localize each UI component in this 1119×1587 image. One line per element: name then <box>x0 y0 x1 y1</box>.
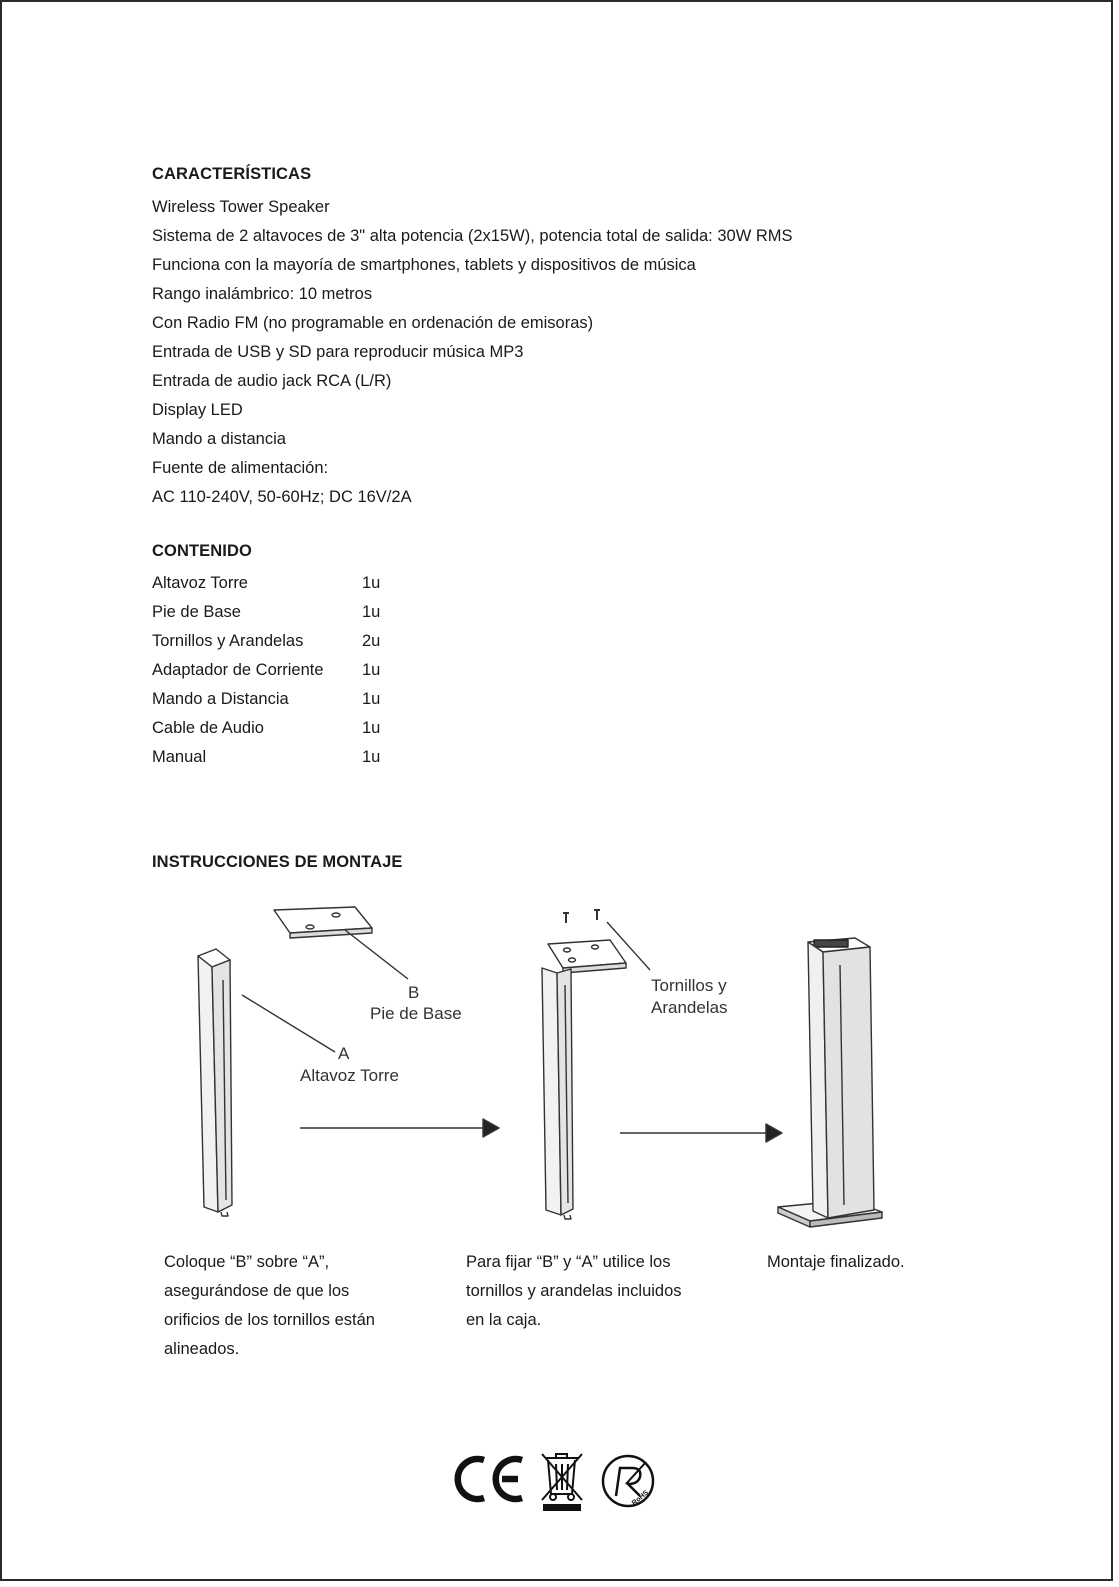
contents-title: CONTENIDO <box>152 542 252 560</box>
contents-row <box>152 598 380 627</box>
arrow-1-drawing <box>300 1119 499 1137</box>
contents-item-qty: 1u <box>362 574 381 592</box>
contents-row <box>152 743 380 772</box>
feature-item: Rango inalámbrico: 10 metros <box>152 285 373 303</box>
feature-item: AC 110-240V, 50-60Hz; DC 16V/2A <box>152 488 412 506</box>
finished-tower-drawing <box>778 938 882 1227</box>
feature-item: Wireless Tower Speaker <box>152 198 330 216</box>
contents-item-name: Mando a Distancia <box>152 690 289 708</box>
assembly-title: INSTRUCCIONES DE MONTAJE <box>152 853 403 871</box>
contents-item-qty: 1u <box>362 603 381 621</box>
arrow-2-drawing <box>620 1124 782 1142</box>
caption-line: Montaje finalizado. <box>767 1253 905 1271</box>
caption-line: Para fijar “B” y “A” utilice los <box>466 1253 671 1271</box>
label-a-name: Altavoz Torre <box>300 1066 399 1085</box>
label-screws-line1: Tornillos y <box>651 976 727 995</box>
feature-item: Mando a distancia <box>152 430 286 448</box>
feature-item: Fuente de alimentación: <box>152 459 329 477</box>
contents-row <box>152 685 380 714</box>
contents-row <box>152 627 380 656</box>
feature-item: Sistema de 2 altavoces de 3" alta potencia (2x15W), potencia total de salida: 30W RMS <box>152 227 793 245</box>
caption-line: tornillos y arandelas incluidos <box>466 1282 682 1300</box>
feature-item: Funciona con la mayoría de smartphones, tablets y dispositivos de música <box>152 256 696 274</box>
certification-marks <box>450 1448 670 1518</box>
label-screws-line2: Arandelas <box>651 998 728 1017</box>
contents-list <box>152 569 380 772</box>
contents-item-name: Pie de Base <box>152 603 241 621</box>
label-a-letter: A <box>338 1044 350 1063</box>
assembly-illustration <box>150 885 940 1240</box>
feature-item: Con Radio FM (no programable en ordenación de emisoras) <box>152 314 594 332</box>
contents-item-name: Altavoz Torre <box>152 574 248 592</box>
tower-with-base-drawing <box>542 910 650 1219</box>
step-1-caption <box>164 1248 375 1364</box>
weee-bin-icon <box>542 1454 582 1511</box>
label-b-name: Pie de Base <box>370 1004 462 1023</box>
contents-item-name: Cable de Audio <box>152 719 264 737</box>
contents-item-qty: 1u <box>362 661 381 679</box>
feature-item: Entrada de USB y SD para reproducir música MP3 <box>152 343 524 361</box>
caption-line: en la caja. <box>466 1311 542 1329</box>
caption-line: asegurándose de que los <box>164 1282 350 1300</box>
features-list <box>152 193 793 512</box>
caption-line: orificios de los tornillos están <box>164 1311 375 1329</box>
assembly-diagram <box>150 885 940 1240</box>
contents-item-qty: 1u <box>362 748 381 766</box>
features-title: CARACTERÍSTICAS <box>152 165 312 183</box>
feature-item: Entrada de audio jack RCA (L/R) <box>152 372 392 390</box>
contents-item-name: Adaptador de Corriente <box>152 661 324 679</box>
contents-item-name: Manual <box>152 748 207 766</box>
contents-item-name: Tornillos y Arandelas <box>152 632 304 650</box>
contents-row <box>152 656 380 685</box>
feature-item: Display LED <box>152 401 243 419</box>
label-b-letter: B <box>408 983 420 1002</box>
contents-item-qty: 1u <box>362 690 381 708</box>
caption-line: Coloque “B” sobre “A”, <box>164 1253 330 1271</box>
rohs-label: RoHS <box>630 1489 650 1508</box>
caption-line: alineados. <box>164 1340 240 1358</box>
step-3-caption <box>767 1248 905 1277</box>
contents-item-qty: 2u <box>362 632 381 650</box>
step-2-caption <box>466 1248 682 1335</box>
contents-row <box>152 569 380 598</box>
ce-mark-icon <box>458 1459 522 1499</box>
contents-item-qty: 1u <box>362 719 381 737</box>
base-plate-drawing <box>274 907 408 979</box>
contents-row <box>152 714 380 743</box>
